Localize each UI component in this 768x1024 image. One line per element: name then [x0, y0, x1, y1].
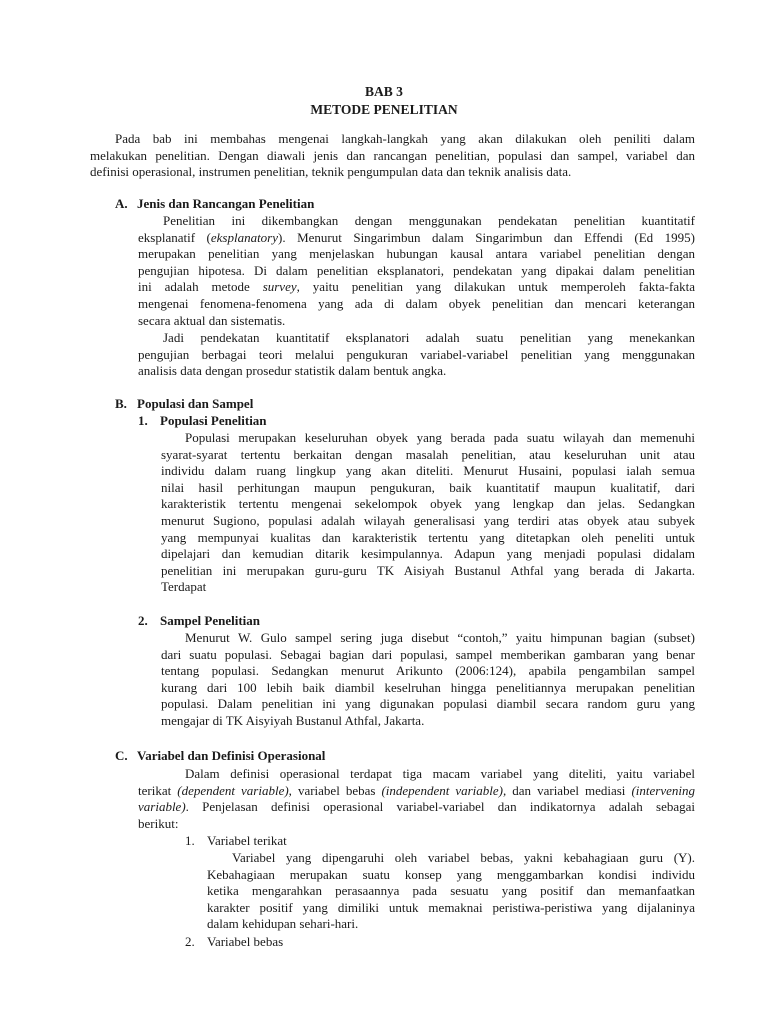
- subsection-b1-body: syarat-syarat tertentu berkaitan dengan masalah penelitian, atau keseluruhan unit atau individu dalam ruang lingkup yang akan diteliti. Menurut Husaini, populasi ialah semua nilai hasil perhitungan maupun pengukuran, baik kuantitatif maupun kualitatif, dari karakteristik tertentu mengenai sekelompok obyek yang lengkap dan jelas. Sedangkan menurut Sugiono, populasi adalah wilayah generalisasi yang terdiri atas obyek atau subyek yang mempunyai kualitas dan karakteristik tertentu yang ditetapkan oleh peneliti untuk dipelajari dan kemudian ditarik kesimpulannya. Adapun yang menjadi populasi didalam penelitian ini merupakan guru-guru TK Aisiyah Bustanul Athfal yang berada di Jakarta. Terdapat: [161, 446, 695, 595]
- section-c-intro-first: Dalam definisi operasional terdapat tiga macam variabel yang diteliti, yaitu variabel: [185, 766, 695, 781]
- section-a-p1-first: Penelitian ini dikembangkan dengan menggunakan pendekatan penelitian kuantitatif: [163, 213, 695, 228]
- subsection-b1-first: Populasi merupakan keseluruhan obyek yang berada pada suatu wilayah dan memenuhi: [185, 430, 695, 445]
- variable-item-1: 1. Variabel terikat: [185, 833, 287, 848]
- variable-item-1-first: Variabel yang dipengaruhi oleh variabel bebas, yakni kebahagiaan guru (Y).: [232, 850, 695, 865]
- section-a-p1-body: eksplanatif (eksplanatory). Menurut Singarimbun dalam Singarimbun dan Effendi (Ed 1995) merupakan penelitian yang menjelaskan hubungan kausal antara variabel penelitian dengan pengujian hipotesa. Di dalam penelitian eksplanatori, pendekatan yang dipakai dalam penelitian ini adalah metode survey, yaitu penelitian yang dilakukan untuk memperoleh fakta-fakta mengenai fenomena-fenomena yang ada di dalam obyek penelitian dan mencari keterangan secara aktual dan sistematis.: [138, 229, 695, 328]
- subsection-b2-heading: 2. Sampel Penelitian: [138, 613, 261, 628]
- subsection-b1-heading: 1. Populasi Penelitian: [138, 413, 267, 428]
- section-a-p2-first: Jadi pendekatan kuantitatif eksplanatori adalah suatu penelitian yang menekankan: [163, 330, 695, 345]
- section-b-heading: B. Populasi dan Sampel: [115, 396, 254, 411]
- section-c-heading: C. Variabel dan Definisi Operasional: [115, 748, 326, 763]
- variable-item-2: 2. Variabel bebas: [185, 934, 284, 949]
- variable-item-1-body: Kebahagiaan merupakan suatu konsep yang menggambarkan kondisi individu ketika mengarahkan perasaannya pada sesuatu yang positif dan memanfaatkan karakter positif yang dimiliki untuk memaknai peristiwa-peristiwa yang dijalaninya dalam kehidupan sehari-hari.: [207, 866, 695, 932]
- chapter-number: BAB 3: [365, 84, 403, 99]
- intro-body: melakukan penelitian. Dengan diawali jenis dan rancangan penelitian, populasi dan sampel, variabel dan definisi operasional, instrumen penelitian, teknik pengumpulan data dan teknik analisis data.: [90, 147, 695, 180]
- chapter-title: METODE PENELITIAN: [310, 102, 458, 117]
- section-a-heading: A. Jenis dan Rancangan Penelitian: [115, 196, 315, 211]
- section-a-p2-body: pengujian berbagai teori melalui pengukuran variabel-variabel penelitian yang menggunakan analisis data dengan prosedur statistik dalam bentuk angka.: [138, 346, 695, 379]
- intro-line-1: Pada bab ini membahas mengenai langkah-langkah yang akan dilakukan oleh peniliti dalam: [115, 131, 695, 146]
- section-c-intro-body: terikat (dependent variable), variabel bebas (independent variable), dan variabel mediasi (intervening variable). Penjelasan definisi operasional variabel-variabel dan indikatornya adalah sebagai berikut:: [138, 782, 695, 831]
- subsection-b2-body: dari suatu populasi. Sebagai bagian dari populasi, sampel memberikan gambaran yang benar tentang populasi. Sedangkan menurut Arikunto (2006:124), apabila pengambilan sampel kurang dari 100 lebih baik diambil keselruhan hingga penelitiannya merupakan penelitian populasi. Dalam penelitian ini yang digunakan populasi diambil secara random guru yang mengajar di TK Aisyiyah Bustanul Athfal, Jakarta.: [161, 646, 695, 728]
- subsection-b2-first: Menurut W. Gulo sampel sering juga disebut “contoh,” yaitu himpunan bagian (subset): [185, 630, 695, 645]
